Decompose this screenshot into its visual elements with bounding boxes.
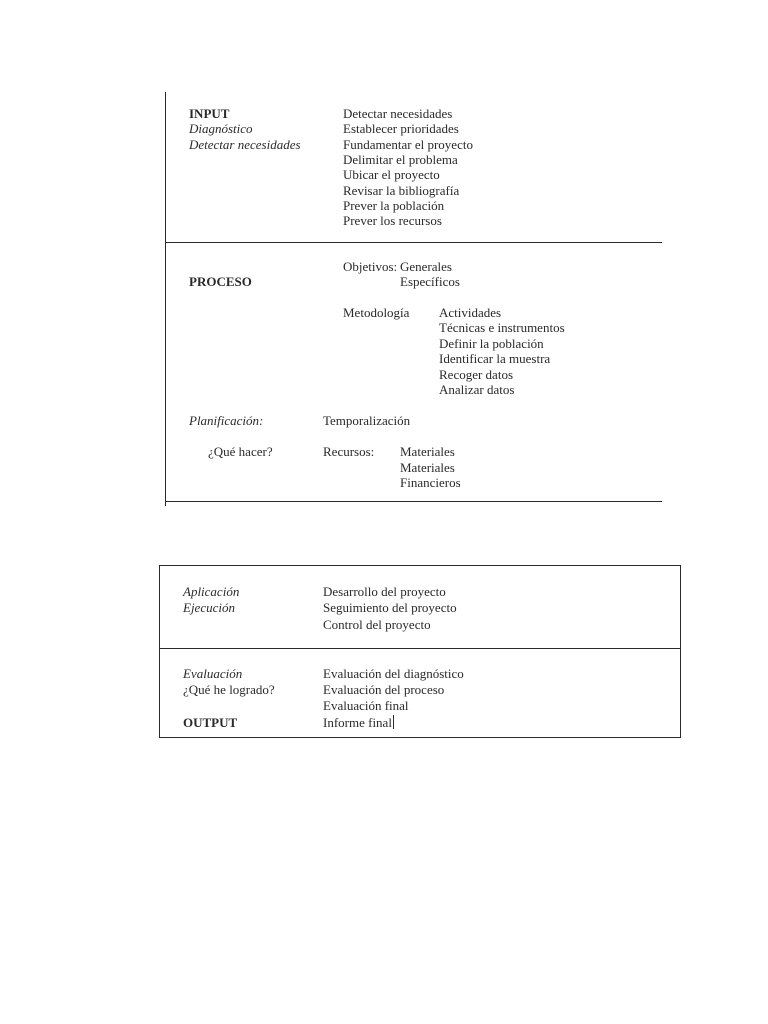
proceso-heading: PROCESO <box>189 274 252 289</box>
table2-divider <box>159 648 681 649</box>
table2-top-border <box>159 565 681 566</box>
planificacion-label: Planificación: <box>189 413 264 428</box>
metodologia-item: Definir la población <box>439 336 544 351</box>
input-item: Prever los recursos <box>343 213 442 228</box>
input-item: Delimitar el problema <box>343 152 458 167</box>
ejecucion-label: Ejecución <box>183 600 235 615</box>
metodologia-item: Técnicas e instrumentos <box>439 320 565 335</box>
objetivos-item: Específicos <box>400 274 460 289</box>
input-item: Ubicar el proyecto <box>343 167 440 182</box>
recursos-item: Financieros <box>400 475 461 490</box>
temporalizacion: Temporalización <box>323 413 411 428</box>
objetivos-label: Objetivos: <box>343 259 398 274</box>
evaluacion-item: Evaluación del diagnóstico <box>323 666 464 681</box>
evaluacion-item: Evaluación final <box>323 698 409 713</box>
evaluacion-item: Informe final <box>323 715 392 730</box>
metodologia-item: Recoger datos <box>439 367 514 382</box>
table1-left-border <box>165 92 166 506</box>
objetivos-item: Generales <box>400 259 452 274</box>
input-item: Detectar necesidades <box>343 106 453 121</box>
evaluacion-item: Evaluación del proceso <box>323 682 445 697</box>
metodologia-item: Actividades <box>439 305 502 320</box>
input-sub-detectar: Detectar necesidades <box>189 137 301 152</box>
output-heading: OUTPUT <box>183 715 238 730</box>
aplicacion-item: Seguimiento del proyecto <box>323 600 457 615</box>
aplicacion-item: Control del proyecto <box>323 617 431 632</box>
text-cursor <box>393 715 394 729</box>
input-item: Prever la población <box>343 198 445 213</box>
metodologia-label: Metodología <box>343 305 410 320</box>
input-item: Revisar la bibliografía <box>343 183 460 198</box>
table2-right-border <box>680 565 681 738</box>
table2-bottom-border <box>159 737 681 738</box>
aplicacion-label: Aplicación <box>183 584 240 599</box>
table1-bottom-border <box>165 501 662 502</box>
recursos-label: Recursos: <box>323 444 375 459</box>
aplicacion-item: Desarrollo del proyecto <box>323 584 446 599</box>
que-hacer: ¿Qué hacer? <box>208 444 273 459</box>
metodologia-item: Identificar la muestra <box>439 351 551 366</box>
recursos-item: Materiales <box>400 460 455 475</box>
input-item: Fundamentar el proyecto <box>343 137 473 152</box>
informe-final-row <box>323 715 394 730</box>
que-he-logrado: ¿Qué he logrado? <box>183 682 275 697</box>
evaluacion-label: Evaluación <box>183 666 243 681</box>
table1-divider <box>165 242 662 243</box>
input-sub-diagnostico: Diagnóstico <box>189 121 253 136</box>
table2-left-border <box>159 565 160 738</box>
input-heading: INPUT <box>189 106 230 121</box>
metodologia-item: Analizar datos <box>439 382 515 397</box>
input-item: Establecer prioridades <box>343 121 459 136</box>
recursos-item: Materiales <box>400 444 455 459</box>
